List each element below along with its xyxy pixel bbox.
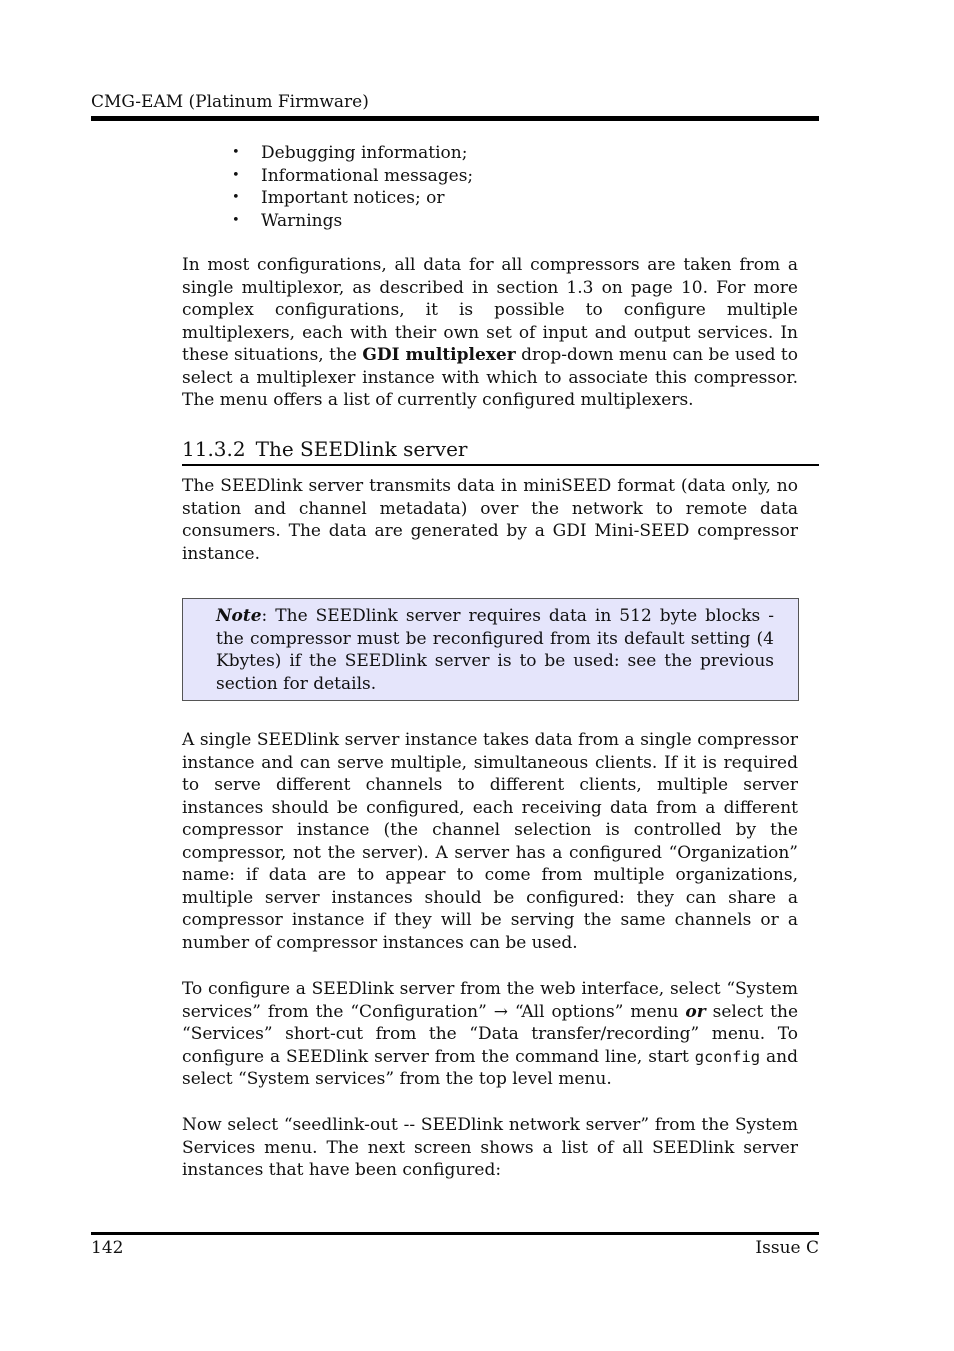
paragraph-select-seedlink: Now select “seedlink-out -- SEEDlink network server” from the System Services menu. The next screen shows a list of all SEEDlink server instances that have been configured: — [182, 1115, 798, 1180]
note-box — [182, 598, 799, 701]
list-item: • Debugging information; — [232, 143, 468, 163]
list-item: • Warnings — [232, 210, 343, 231]
page-header: CMG-EAM (Platinum Firmware) — [91, 92, 369, 112]
section-title: The SEEDlink server — [255, 437, 468, 461]
note-label: Note — [216, 606, 262, 626]
gconfig-command: gconfig — [694, 1047, 761, 1066]
bullet-icon: • — [232, 167, 240, 183]
paragraph-server-instances: A single SEEDlink server instance takes data from a single compressor instance and can serve multiple, simultaneous clients. If it is required to serve different channels to different clients, multiple server instances should be configured, each receiving data from a different compressor instance (the channel selection is controlled by the compressor, not the server). A server has a configured “Organization” name: if data are to appear to come from multiple organizations, multiple server instances should be configured: they can share a compressor instance if they will be serving the same channels or a number of compressor instances can be used. — [182, 730, 798, 953]
paragraph-seedlink-intro: The SEEDlink server transmits data in miniSEED format (data only, no station and channel metadata) over the network to remote data consumers. The data are generated by a GDI Mini-SEED compressor instance. — [182, 476, 798, 564]
bullet-list — [232, 142, 732, 232]
bullet-icon: • — [232, 145, 240, 160]
list-item: • Important notices; or — [232, 188, 445, 208]
bullet-icon: • — [232, 212, 240, 228]
paragraph-configure: To configure a SEEDlink server from the web interface, select “System services” from the “Configuration” → “All options” menu or select the “Services” short-cut from the “Data transfer/recording” menu. To configure a SEEDlink server from the command line, start gconfig and select “System services” from the top level menu. — [182, 979, 799, 1089]
section-heading — [182, 436, 819, 462]
header-rule — [91, 116, 819, 121]
issue-label: Issue C — [755, 1238, 819, 1258]
section-rule — [182, 464, 819, 466]
note-text: Note: The SEEDlink server requires data in 512 byte blocks - the compressor must be reconfigured from its default setting (4 Kbytes) if the SEEDlink server is to be used: see the previous section for details. — [216, 606, 774, 694]
or-emphasis: or — [685, 1001, 706, 1022]
list-item: • Informational messages; — [232, 165, 474, 186]
page-number: 142 — [91, 1238, 124, 1258]
bullet-icon: • — [232, 190, 240, 205]
paragraph-multiplexer: In most configurations, all data for all compressors are taken from a single multiplexor, as described in section 1.3 on page 10. For more complex configurations, it is possible to configure multiple multiplexers, each with their own set of input and output services. In these situations, the GDI multiplexer drop-down menu can be used to select a multiplexer instance with which to associate this compressor. The menu offers a list of currently configured multiplexers. — [182, 255, 798, 410]
gdi-multiplexer-term: GDI multiplexer — [362, 345, 516, 365]
section-number: 11.3.2 — [182, 437, 246, 461]
footer-rule — [91, 1232, 819, 1235]
